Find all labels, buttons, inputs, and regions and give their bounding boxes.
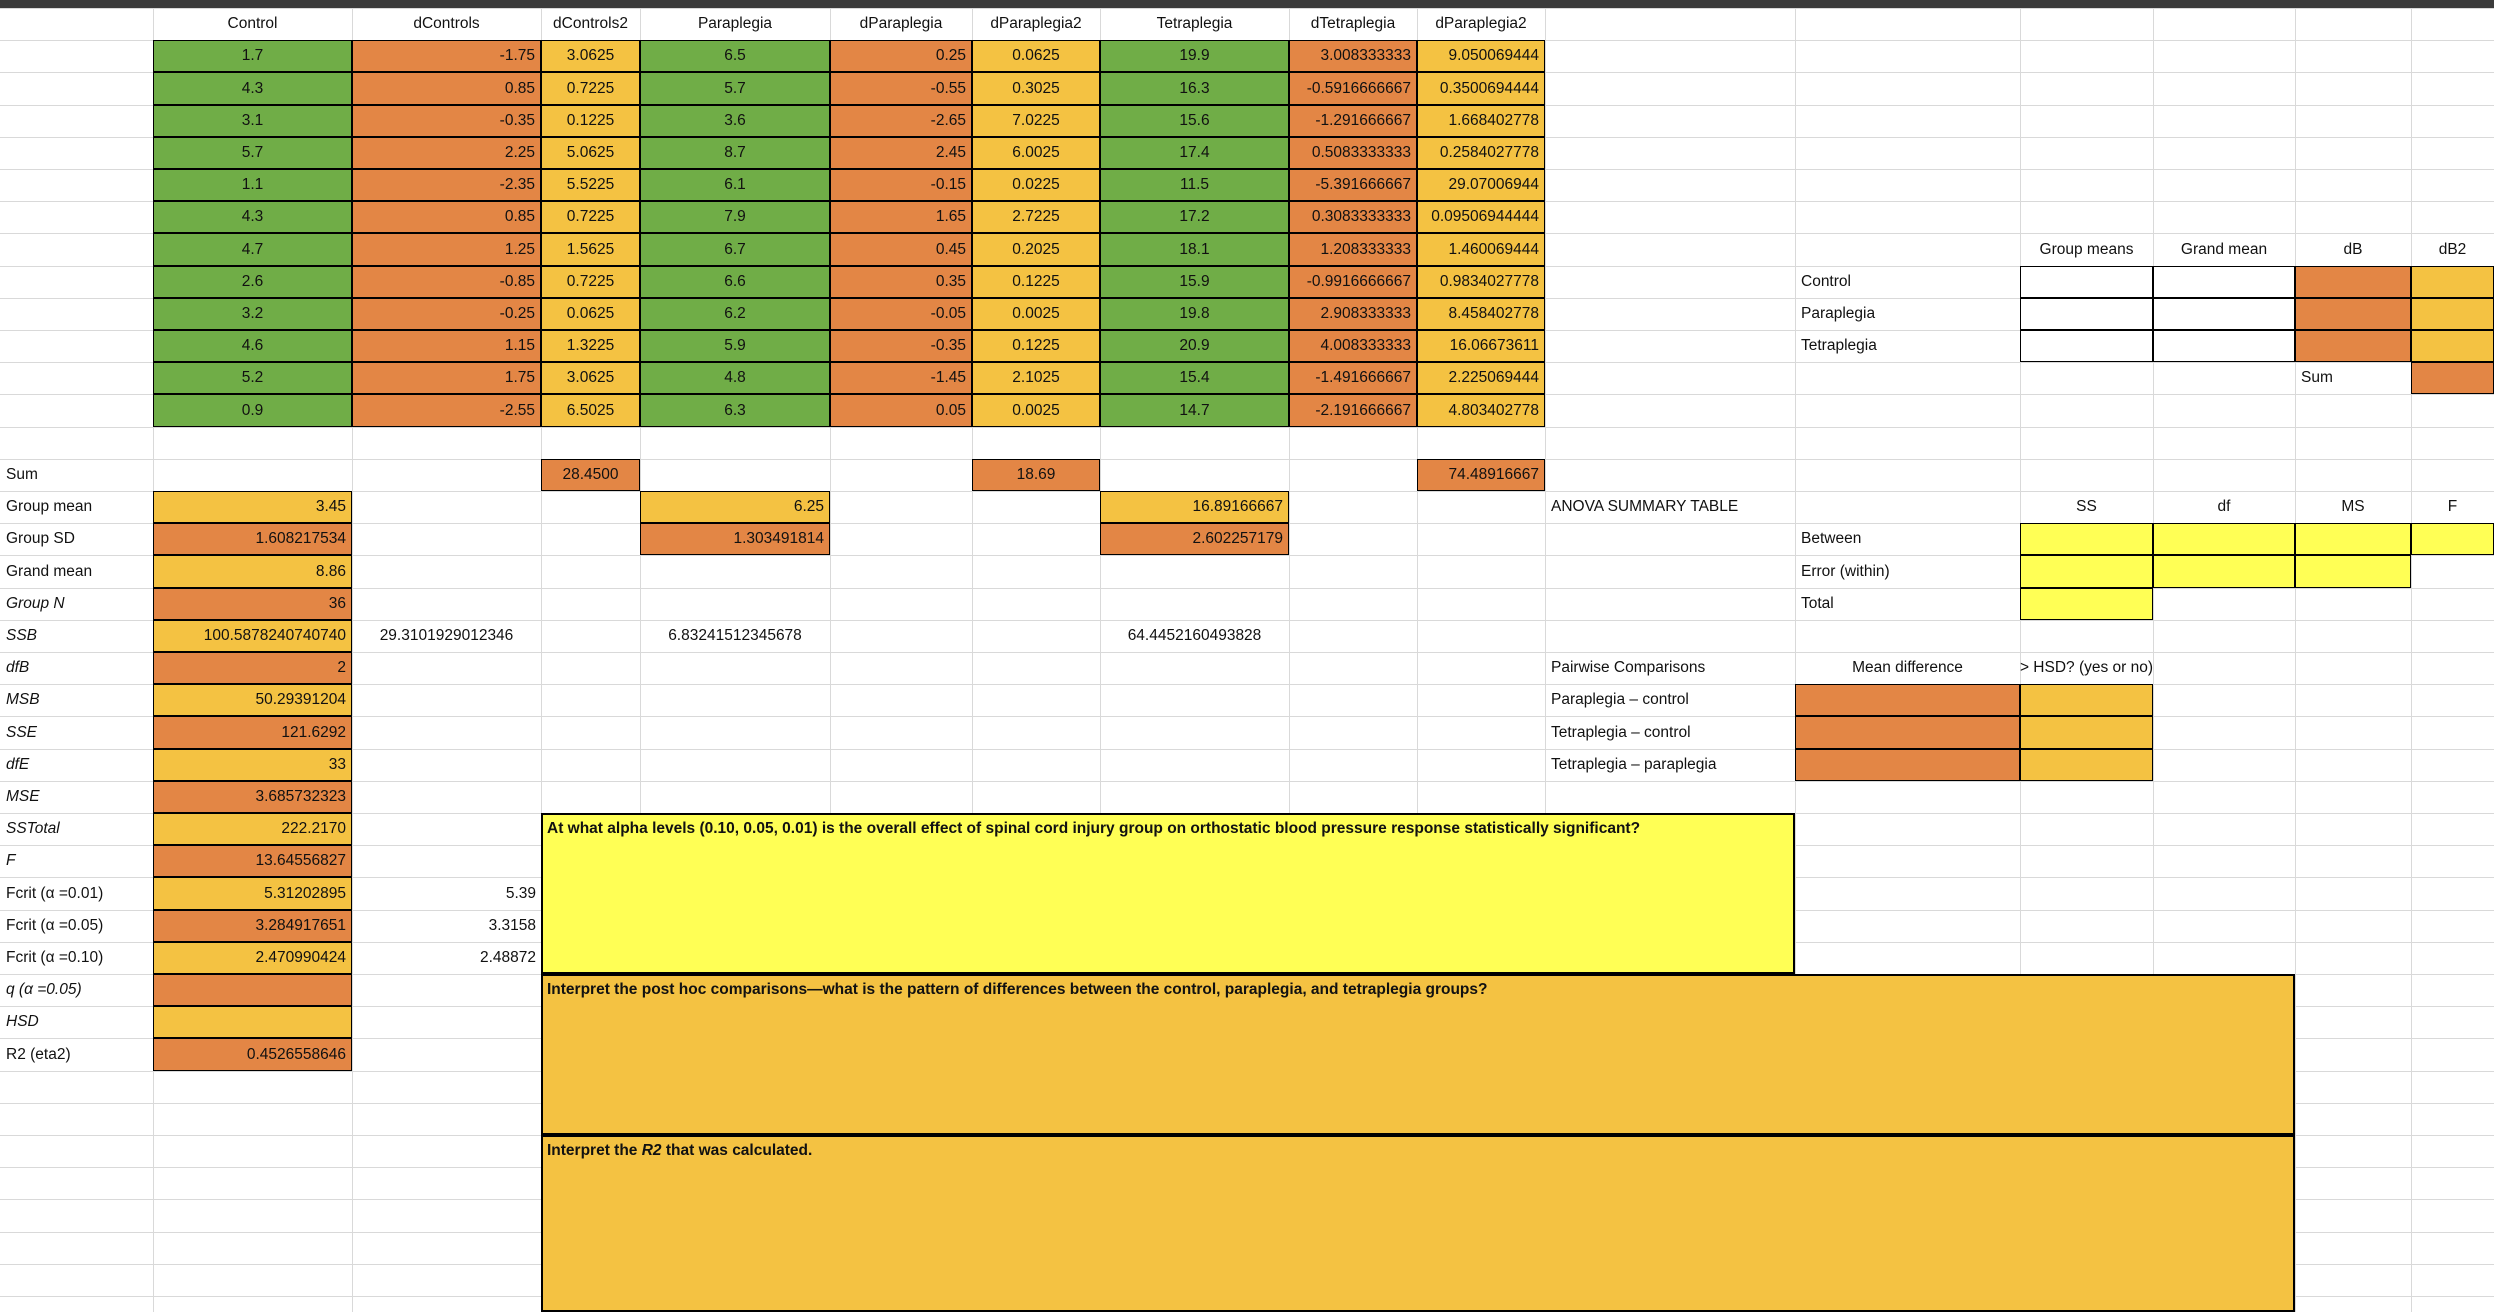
- data-cell[interactable]: 8.7: [640, 137, 830, 169]
- db2-input[interactable]: [2411, 266, 2494, 298]
- stat-r2[interactable]: 0.4526558646: [153, 1038, 352, 1071]
- stat-fcrit01[interactable]: 5.31202895: [153, 877, 352, 910]
- data-cell[interactable]: 2.225069444: [1417, 362, 1545, 394]
- db-input[interactable]: [2295, 298, 2411, 330]
- sum-dparaplegia2[interactable]: 18.69: [972, 459, 1100, 491]
- fcrit05-table[interactable]: 3.3158: [488, 917, 536, 935]
- gridline-horizontal: [0, 459, 2494, 460]
- header-dcontrols[interactable]: dControls: [413, 15, 480, 33]
- data-cell[interactable]: 19.9: [1100, 40, 1289, 72]
- stat-label[interactable]: Group N: [6, 595, 65, 613]
- data-cell[interactable]: 0.2584027778: [1417, 137, 1545, 169]
- data-cell[interactable]: -0.35: [830, 330, 972, 362]
- stat-group_n[interactable]: 36: [153, 588, 352, 620]
- data-cell[interactable]: -1.491666667: [1289, 362, 1417, 394]
- data-cell[interactable]: 17.4: [1100, 137, 1289, 169]
- header-grand-mean[interactable]: Grand mean: [2180, 240, 2268, 258]
- group-mean-input[interactable]: [2020, 330, 2153, 362]
- header-gt-hsd[interactable]: > HSD? (yes or no): [2019, 659, 2154, 677]
- row-label-control[interactable]: Control: [1801, 273, 1851, 291]
- data-cell[interactable]: 16.3: [1100, 72, 1289, 105]
- data-cell[interactable]: -0.55: [830, 72, 972, 105]
- header-dparaplegia[interactable]: dParaplegia: [859, 15, 943, 33]
- pairwise-pc2[interactable]: Tetraplegia – control: [1551, 723, 1691, 741]
- stat-label[interactable]: HSD: [6, 1013, 39, 1031]
- db2-input[interactable]: [2411, 298, 2494, 330]
- data-cell[interactable]: -5.391666667: [1289, 169, 1417, 201]
- data-cell[interactable]: 0.35: [830, 266, 972, 298]
- data-cell[interactable]: 14.7: [1100, 394, 1289, 427]
- data-cell[interactable]: 17.2: [1100, 201, 1289, 233]
- data-cell[interactable]: 19.8: [1100, 298, 1289, 330]
- data-cell[interactable]: 6.2: [640, 298, 830, 330]
- data-cell[interactable]: 5.5225: [541, 169, 640, 201]
- sum-db2-input[interactable]: [2411, 362, 2494, 394]
- question-text: that was calculated.: [661, 1142, 813, 1159]
- stat-label[interactable]: Fcrit (α =0.05): [6, 917, 104, 935]
- data-cell[interactable]: 5.7: [153, 137, 352, 169]
- mean-diff-input[interactable]: [1795, 749, 2020, 781]
- stat-group_sd_control[interactable]: 1.608217534: [153, 523, 352, 555]
- group-mean-input[interactable]: [2020, 298, 2153, 330]
- anova-total-input[interactable]: [2020, 588, 2153, 620]
- header-f[interactable]: F: [2447, 498, 2458, 516]
- stat-msb[interactable]: 50.29391204: [153, 684, 352, 716]
- data-cell[interactable]: 8.458402778: [1417, 298, 1545, 330]
- data-cell[interactable]: -1.45: [830, 362, 972, 394]
- data-cell[interactable]: 2.6: [153, 266, 352, 298]
- empty-input[interactable]: [153, 974, 352, 1006]
- question-box-posthoc[interactable]: [541, 974, 2295, 1135]
- row-label-tetraplegia[interactable]: Tetraplegia: [1801, 337, 1877, 355]
- empty-input[interactable]: [153, 1006, 352, 1038]
- stat-label[interactable]: MSB: [6, 691, 40, 709]
- stat-label[interactable]: Group SD: [6, 530, 75, 548]
- question-text: R2: [641, 1142, 662, 1159]
- stat-label[interactable]: Sum: [6, 466, 38, 484]
- gridline-vertical: [2295, 8, 2296, 1312]
- data-cell[interactable]: 9.050069444: [1417, 40, 1545, 72]
- data-cell[interactable]: 0.2025: [972, 233, 1100, 266]
- header-db2[interactable]: dB2: [2438, 240, 2467, 258]
- data-cell[interactable]: 1.7: [153, 40, 352, 72]
- mean-paraplegia[interactable]: 6.25: [640, 491, 830, 523]
- data-cell[interactable]: 0.0625: [972, 40, 1100, 72]
- gt-hsd-input[interactable]: [2020, 749, 2153, 781]
- gridline-horizontal: [0, 781, 2494, 782]
- stat-ssb[interactable]: 100.5878240740740: [153, 620, 352, 652]
- pairwise-title[interactable]: Pairwise Comparisons: [1551, 659, 1706, 677]
- stat-dfe[interactable]: 33: [153, 749, 352, 781]
- db2-input[interactable]: [2411, 330, 2494, 362]
- ssb-paraplegia[interactable]: 6.83241512345678: [668, 627, 802, 645]
- window-top-bar: [0, 0, 2494, 8]
- question-text: At what alpha levels (0.10, 0.05, 0.01) is the overall effect of spinal cord injury group on orthostatic blood pressure response statistically significant?: [547, 820, 1641, 837]
- data-cell[interactable]: 5.0625: [541, 137, 640, 169]
- data-cell[interactable]: 29.07006944: [1417, 169, 1545, 201]
- stat-grand_mean[interactable]: 8.86: [153, 555, 352, 588]
- data-cell[interactable]: 15.9: [1100, 266, 1289, 298]
- data-cell[interactable]: 0.0625: [541, 298, 640, 330]
- gt-hsd-input[interactable]: [2020, 684, 2153, 716]
- data-cell[interactable]: 1.208333333: [1289, 233, 1417, 266]
- data-cell[interactable]: 0.1225: [972, 330, 1100, 362]
- row-label-paraplegia[interactable]: Paraplegia: [1801, 305, 1876, 323]
- header-tetraplegia[interactable]: Tetraplegia: [1156, 15, 1233, 33]
- data-cell[interactable]: 7.0225: [972, 105, 1100, 137]
- row-between[interactable]: Between: [1801, 530, 1862, 548]
- data-cell[interactable]: 2.908333333: [1289, 298, 1417, 330]
- data-cell[interactable]: -2.191666667: [1289, 394, 1417, 427]
- stat-label[interactable]: SSB: [6, 627, 38, 645]
- sum-dparaplegia2b[interactable]: 74.48916667: [1417, 459, 1545, 491]
- anova-error-input[interactable]: [2020, 555, 2153, 588]
- stat-label[interactable]: SSTotal: [6, 820, 60, 838]
- header-dparaplegia2[interactable]: dParaplegia2: [990, 15, 1082, 33]
- data-cell[interactable]: 1.75: [352, 362, 541, 394]
- mean-diff-input[interactable]: [1795, 716, 2020, 749]
- anova-between-input[interactable]: [2295, 523, 2411, 555]
- gt-hsd-input[interactable]: [2020, 716, 2153, 749]
- data-cell[interactable]: 3.1: [153, 105, 352, 137]
- header-db[interactable]: dB: [2343, 240, 2363, 258]
- data-cell[interactable]: 1.1: [153, 169, 352, 201]
- data-cell[interactable]: 0.85: [352, 201, 541, 233]
- header-df[interactable]: df: [2217, 498, 2231, 516]
- stat-label[interactable]: dfE: [6, 756, 30, 774]
- data-cell[interactable]: 6.1: [640, 169, 830, 201]
- stat-sse[interactable]: 121.6292: [153, 716, 352, 749]
- data-cell[interactable]: 7.9: [640, 201, 830, 233]
- data-cell[interactable]: 4.3: [153, 201, 352, 233]
- data-cell[interactable]: 0.3025: [972, 72, 1100, 105]
- data-cell[interactable]: 6.5: [640, 40, 830, 72]
- data-cell[interactable]: 0.25: [830, 40, 972, 72]
- row-total[interactable]: Total: [1801, 595, 1834, 613]
- stat-label[interactable]: F: [6, 852, 16, 870]
- data-cell[interactable]: 0.3500694444: [1417, 72, 1545, 105]
- data-cell[interactable]: 2.7225: [972, 201, 1100, 233]
- stat-label[interactable]: dfB: [6, 659, 30, 677]
- stat-group_mean_control[interactable]: 3.45: [153, 491, 352, 523]
- data-cell[interactable]: -0.9916666667: [1289, 266, 1417, 298]
- pairwise-pc3[interactable]: Tetraplegia – paraplegia: [1551, 756, 1717, 774]
- mean-tetraplegia[interactable]: 16.89166667: [1100, 491, 1289, 523]
- data-cell[interactable]: -1.75: [352, 40, 541, 72]
- data-cell[interactable]: 1.25: [352, 233, 541, 266]
- data-cell[interactable]: 2.1025: [972, 362, 1100, 394]
- data-cell[interactable]: 6.3: [640, 394, 830, 427]
- stat-label[interactable]: Fcrit (α =0.01): [6, 884, 104, 902]
- data-cell[interactable]: 5.2: [153, 362, 352, 394]
- data-cell[interactable]: 5.9: [640, 330, 830, 362]
- data-cell[interactable]: 2.25: [352, 137, 541, 169]
- data-cell[interactable]: 11.5: [1100, 169, 1289, 201]
- fcrit01-table[interactable]: 5.39: [505, 884, 536, 902]
- data-cell[interactable]: 4.6: [153, 330, 352, 362]
- data-cell[interactable]: -1.291666667: [1289, 105, 1417, 137]
- data-cell[interactable]: 18.1: [1100, 233, 1289, 266]
- header-dcontrols2[interactable]: dControls2: [553, 15, 628, 33]
- data-cell[interactable]: 6.5025: [541, 394, 640, 427]
- data-cell[interactable]: 0.7225: [541, 201, 640, 233]
- stat-label[interactable]: MSE: [6, 788, 40, 806]
- pairwise-pc1[interactable]: Paraplegia – control: [1551, 691, 1689, 709]
- data-cell[interactable]: 2.45: [830, 137, 972, 169]
- stat-dfb[interactable]: 2: [153, 652, 352, 684]
- data-cell[interactable]: -2.55: [352, 394, 541, 427]
- data-cell[interactable]: 0.1225: [972, 266, 1100, 298]
- data-cell[interactable]: 16.06673611: [1417, 330, 1545, 362]
- stat-label[interactable]: q (α =0.05): [6, 981, 82, 999]
- data-cell[interactable]: -0.5916666667: [1289, 72, 1417, 105]
- sd-tetraplegia[interactable]: 2.602257179: [1100, 523, 1289, 555]
- stat-label[interactable]: SSE: [6, 723, 38, 741]
- fcrit10-table[interactable]: 2.48872: [479, 949, 536, 967]
- data-cell[interactable]: 6.0025: [972, 137, 1100, 169]
- data-cell[interactable]: 0.09506944444: [1417, 201, 1545, 233]
- stat-fcrit10[interactable]: 2.470990424: [153, 942, 352, 974]
- row-error[interactable]: Error (within): [1801, 562, 1890, 580]
- data-cell[interactable]: 0.45: [830, 233, 972, 266]
- stat-f[interactable]: 13.64556827: [153, 845, 352, 877]
- db-input[interactable]: [2295, 266, 2411, 298]
- db-input[interactable]: [2295, 330, 2411, 362]
- data-cell[interactable]: 1.65: [830, 201, 972, 233]
- ssb-control[interactable]: 29.3101929012346: [379, 627, 514, 645]
- stat-fcrit05[interactable]: 3.284917651: [153, 910, 352, 942]
- anova-between-input[interactable]: [2153, 523, 2295, 555]
- anova-between-input[interactable]: [2020, 523, 2153, 555]
- sum-dcontrols2[interactable]: 28.4500: [541, 459, 640, 491]
- data-cell[interactable]: 0.7225: [541, 266, 640, 298]
- stat-sstotal[interactable]: 222.2170: [153, 813, 352, 845]
- data-cell[interactable]: 3.6: [640, 105, 830, 137]
- data-cell[interactable]: 0.05: [830, 394, 972, 427]
- stat-label[interactable]: Fcrit (α =0.10): [6, 949, 104, 967]
- data-cell[interactable]: 0.1225: [541, 105, 640, 137]
- grand-mean-input[interactable]: [2153, 298, 2295, 330]
- ssb-tetraplegia[interactable]: 64.4452160493828: [1127, 627, 1262, 645]
- sd-paraplegia[interactable]: 1.303491814: [640, 523, 830, 555]
- data-cell[interactable]: -0.05: [830, 298, 972, 330]
- data-cell[interactable]: 4.8: [640, 362, 830, 394]
- stat-mse[interactable]: 3.685732323: [153, 781, 352, 813]
- header-dparaplegia2b[interactable]: dParaplegia2: [1435, 15, 1527, 33]
- data-cell[interactable]: 3.0625: [541, 40, 640, 72]
- anova-error-input[interactable]: [2153, 555, 2295, 588]
- data-cell[interactable]: 3.2: [153, 298, 352, 330]
- data-cell[interactable]: 4.008333333: [1289, 330, 1417, 362]
- data-cell[interactable]: 6.6: [640, 266, 830, 298]
- data-cell[interactable]: 5.7: [640, 72, 830, 105]
- stat-label[interactable]: Group mean: [6, 498, 93, 516]
- question-text: Interpret the: [547, 1142, 642, 1159]
- stat-label[interactable]: Grand mean: [6, 562, 93, 580]
- data-cell[interactable]: 0.7225: [541, 72, 640, 105]
- group-mean-input[interactable]: [2020, 266, 2153, 298]
- mean-diff-input[interactable]: [1795, 684, 2020, 716]
- question-box-alpha[interactable]: [541, 813, 1795, 974]
- data-cell[interactable]: 0.0225: [972, 169, 1100, 201]
- grand-mean-input[interactable]: [2153, 266, 2295, 298]
- data-cell[interactable]: 0.3083333333: [1289, 201, 1417, 233]
- header-ms[interactable]: MS: [2341, 498, 2365, 516]
- data-cell[interactable]: -2.65: [830, 105, 972, 137]
- header-group-means[interactable]: Group means: [2039, 240, 2134, 258]
- data-cell[interactable]: 1.15: [352, 330, 541, 362]
- data-cell[interactable]: 0.5083333333: [1289, 137, 1417, 169]
- data-cell[interactable]: 0.9: [153, 394, 352, 427]
- data-cell[interactable]: 15.6: [1100, 105, 1289, 137]
- anova-error-input[interactable]: [2295, 555, 2411, 588]
- data-cell[interactable]: 4.803402778: [1417, 394, 1545, 427]
- header-control[interactable]: Control: [227, 15, 278, 33]
- data-cell[interactable]: 0.0025: [972, 394, 1100, 427]
- header-paraplegia[interactable]: Paraplegia: [697, 15, 773, 33]
- stat-label[interactable]: R2 (eta2): [6, 1045, 71, 1063]
- data-cell[interactable]: 0.9834027778: [1417, 266, 1545, 298]
- data-cell[interactable]: 4.3: [153, 72, 352, 105]
- data-cell[interactable]: 6.7: [640, 233, 830, 266]
- gridline-horizontal: [0, 427, 2494, 428]
- anova-title[interactable]: ANOVA SUMMARY TABLE: [1551, 498, 1739, 516]
- data-cell[interactable]: 1.3225: [541, 330, 640, 362]
- header-ss[interactable]: SS: [2076, 498, 2097, 516]
- grand-mean-input[interactable]: [2153, 330, 2295, 362]
- data-cell[interactable]: -2.35: [352, 169, 541, 201]
- data-cell[interactable]: 3.008333333: [1289, 40, 1417, 72]
- data-cell[interactable]: 3.0625: [541, 362, 640, 394]
- data-cell[interactable]: 4.7: [153, 233, 352, 266]
- data-cell[interactable]: -0.15: [830, 169, 972, 201]
- anova-between-input[interactable]: [2411, 523, 2494, 555]
- sum-label[interactable]: Sum: [2301, 369, 2333, 387]
- question-box-r2[interactable]: [541, 1135, 2295, 1312]
- data-cell[interactable]: -0.85: [352, 266, 541, 298]
- data-cell[interactable]: 0.85: [352, 72, 541, 105]
- data-cell[interactable]: 0.0025: [972, 298, 1100, 330]
- header-mean-difference[interactable]: Mean difference: [1852, 659, 1963, 677]
- question-text: Interpret the post hoc comparisons—what is the pattern of differences between the control, paraplegia, and tetraplegia groups?: [547, 981, 1488, 998]
- data-cell[interactable]: 1.460069444: [1417, 233, 1545, 266]
- data-cell[interactable]: -0.25: [352, 298, 541, 330]
- gridline-vertical: [2411, 8, 2412, 1312]
- data-cell[interactable]: 20.9: [1100, 330, 1289, 362]
- data-cell[interactable]: 1.668402778: [1417, 105, 1545, 137]
- header-dtetraplegia[interactable]: dTetraplegia: [1310, 15, 1396, 33]
- data-cell[interactable]: -0.35: [352, 105, 541, 137]
- data-cell[interactable]: 1.5625: [541, 233, 640, 266]
- data-cell[interactable]: 15.4: [1100, 362, 1289, 394]
